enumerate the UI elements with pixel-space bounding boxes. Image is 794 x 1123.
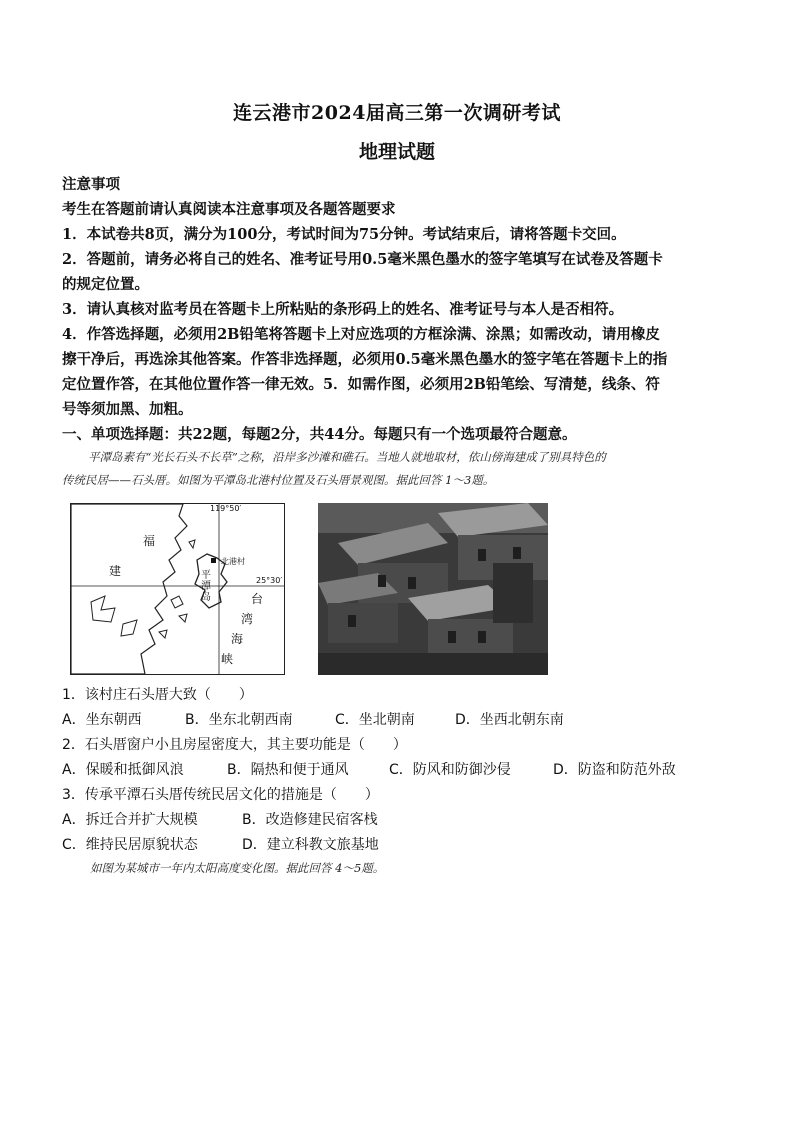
option-c[interactable]: C．防风和防御沙侵: [389, 762, 511, 778]
option-b[interactable]: B．坐东北朝西南: [185, 712, 293, 728]
label-hai: 海: [231, 632, 244, 646]
question-options: [62, 758, 734, 782]
question-options: [62, 708, 734, 732]
question-stem: 3．传承平潭石头厝传统民居文化的措施是（ ）: [62, 787, 379, 803]
notice-line: 1．本试卷共8页，满分为100分，考试时间为75分钟。考试结束后，请将答题卡交回。: [62, 226, 626, 243]
question-options: [62, 808, 734, 832]
question-stem: 2．石头厝窗户小且房屋密度大，其主要功能是（ ）: [62, 737, 407, 753]
notice-line: 2．答题前，请务必将自己的姓名、准考证号用0.5毫米黑色墨水的签字笔填写在试卷及答题卡: [62, 251, 663, 268]
exam-subtitle: 地理试题: [358, 141, 435, 163]
passage-line: 如图为某城市一年内太阳高度变化图。据此回答 4～5题。: [90, 861, 385, 875]
photo-drawing: [318, 503, 548, 675]
map-drawing: [71, 504, 284, 674]
location-map: [70, 503, 285, 675]
option-d[interactable]: D．防盗和防范外敌: [553, 762, 676, 778]
label-xia: 峡: [221, 652, 234, 666]
option-a[interactable]: A．坐东朝西: [62, 712, 142, 728]
notice-intro: 考生在答题前请认真阅读本注意事项及各题答题要求: [62, 201, 396, 218]
label-ping: 平: [201, 570, 211, 581]
notice-line: 号等须加黑、加粗。: [62, 401, 193, 418]
latitude-label: 25°30′: [256, 576, 283, 585]
passage-line: 传统民居——石头厝。如图为平潭岛北港村位置及石头厝景观图。据此回答 1～3题。: [62, 473, 495, 487]
option-d[interactable]: D．坐西北朝东南: [455, 712, 564, 728]
section-heading: 一、单项选择题：共22题，每题2分，共44分。每题只有一个选项最符合题意。: [62, 426, 577, 443]
label-jian: 建: [109, 564, 122, 578]
option-c[interactable]: C．维持民居原貌状态: [62, 837, 198, 853]
question-options: [62, 833, 734, 857]
notice-line: 4．作答选择题，必须用2B铅笔将答题卡上对应选项的方框涂满、涂黑；如需改动，请用橡皮: [62, 326, 660, 343]
passage-line: 平潭岛素有“光长石头不长草”之称，沿岸多沙滩和礁石。当地人就地取材，依山傍海建成了别具特色的: [88, 450, 606, 464]
option-a[interactable]: A．拆迁合并扩大规模: [62, 812, 198, 828]
label-dao: 岛: [201, 592, 211, 603]
exam-title: 连云港市2024届高三第一次调研考试: [233, 102, 561, 124]
stone-house-photo: [318, 503, 548, 675]
notice-heading: 注意事项: [62, 176, 120, 193]
label-fu: 福: [143, 534, 156, 548]
label-wan: 湾: [241, 612, 254, 626]
option-c[interactable]: C．坐北朝南: [335, 712, 415, 728]
notice-line: 3．请认真核对监考员在答题卡上所粘贴的条形码上的姓名、准考证号与本人是否相符。: [62, 301, 624, 318]
option-d[interactable]: D．建立科教文旅基地: [242, 837, 379, 853]
notice-line: 擦干净后，再选涂其他答案。作答非选择题，必须用0.5毫米黑色墨水的签字笔在答题卡上的指: [62, 351, 668, 368]
longitude-label: 119°50′: [210, 504, 242, 513]
question-stem: 1．该村庄石头厝大致（ ）: [62, 687, 253, 703]
option-b[interactable]: B．隔热和便于通风: [227, 762, 349, 778]
notice-line: 定位置作答，在其他位置作答一律无效。5．如需作图，必须用2B铅笔绘、写清楚，线条、符: [62, 376, 660, 393]
option-a[interactable]: A．保暖和抵御风浪: [62, 762, 184, 778]
label-beigang: 北港村: [221, 557, 245, 566]
label-tan: 潭: [201, 581, 211, 592]
option-b[interactable]: B．改造修建民宿客栈: [242, 812, 378, 828]
label-tai: 台: [251, 592, 264, 606]
notice-line: 的规定位置。: [62, 276, 149, 293]
